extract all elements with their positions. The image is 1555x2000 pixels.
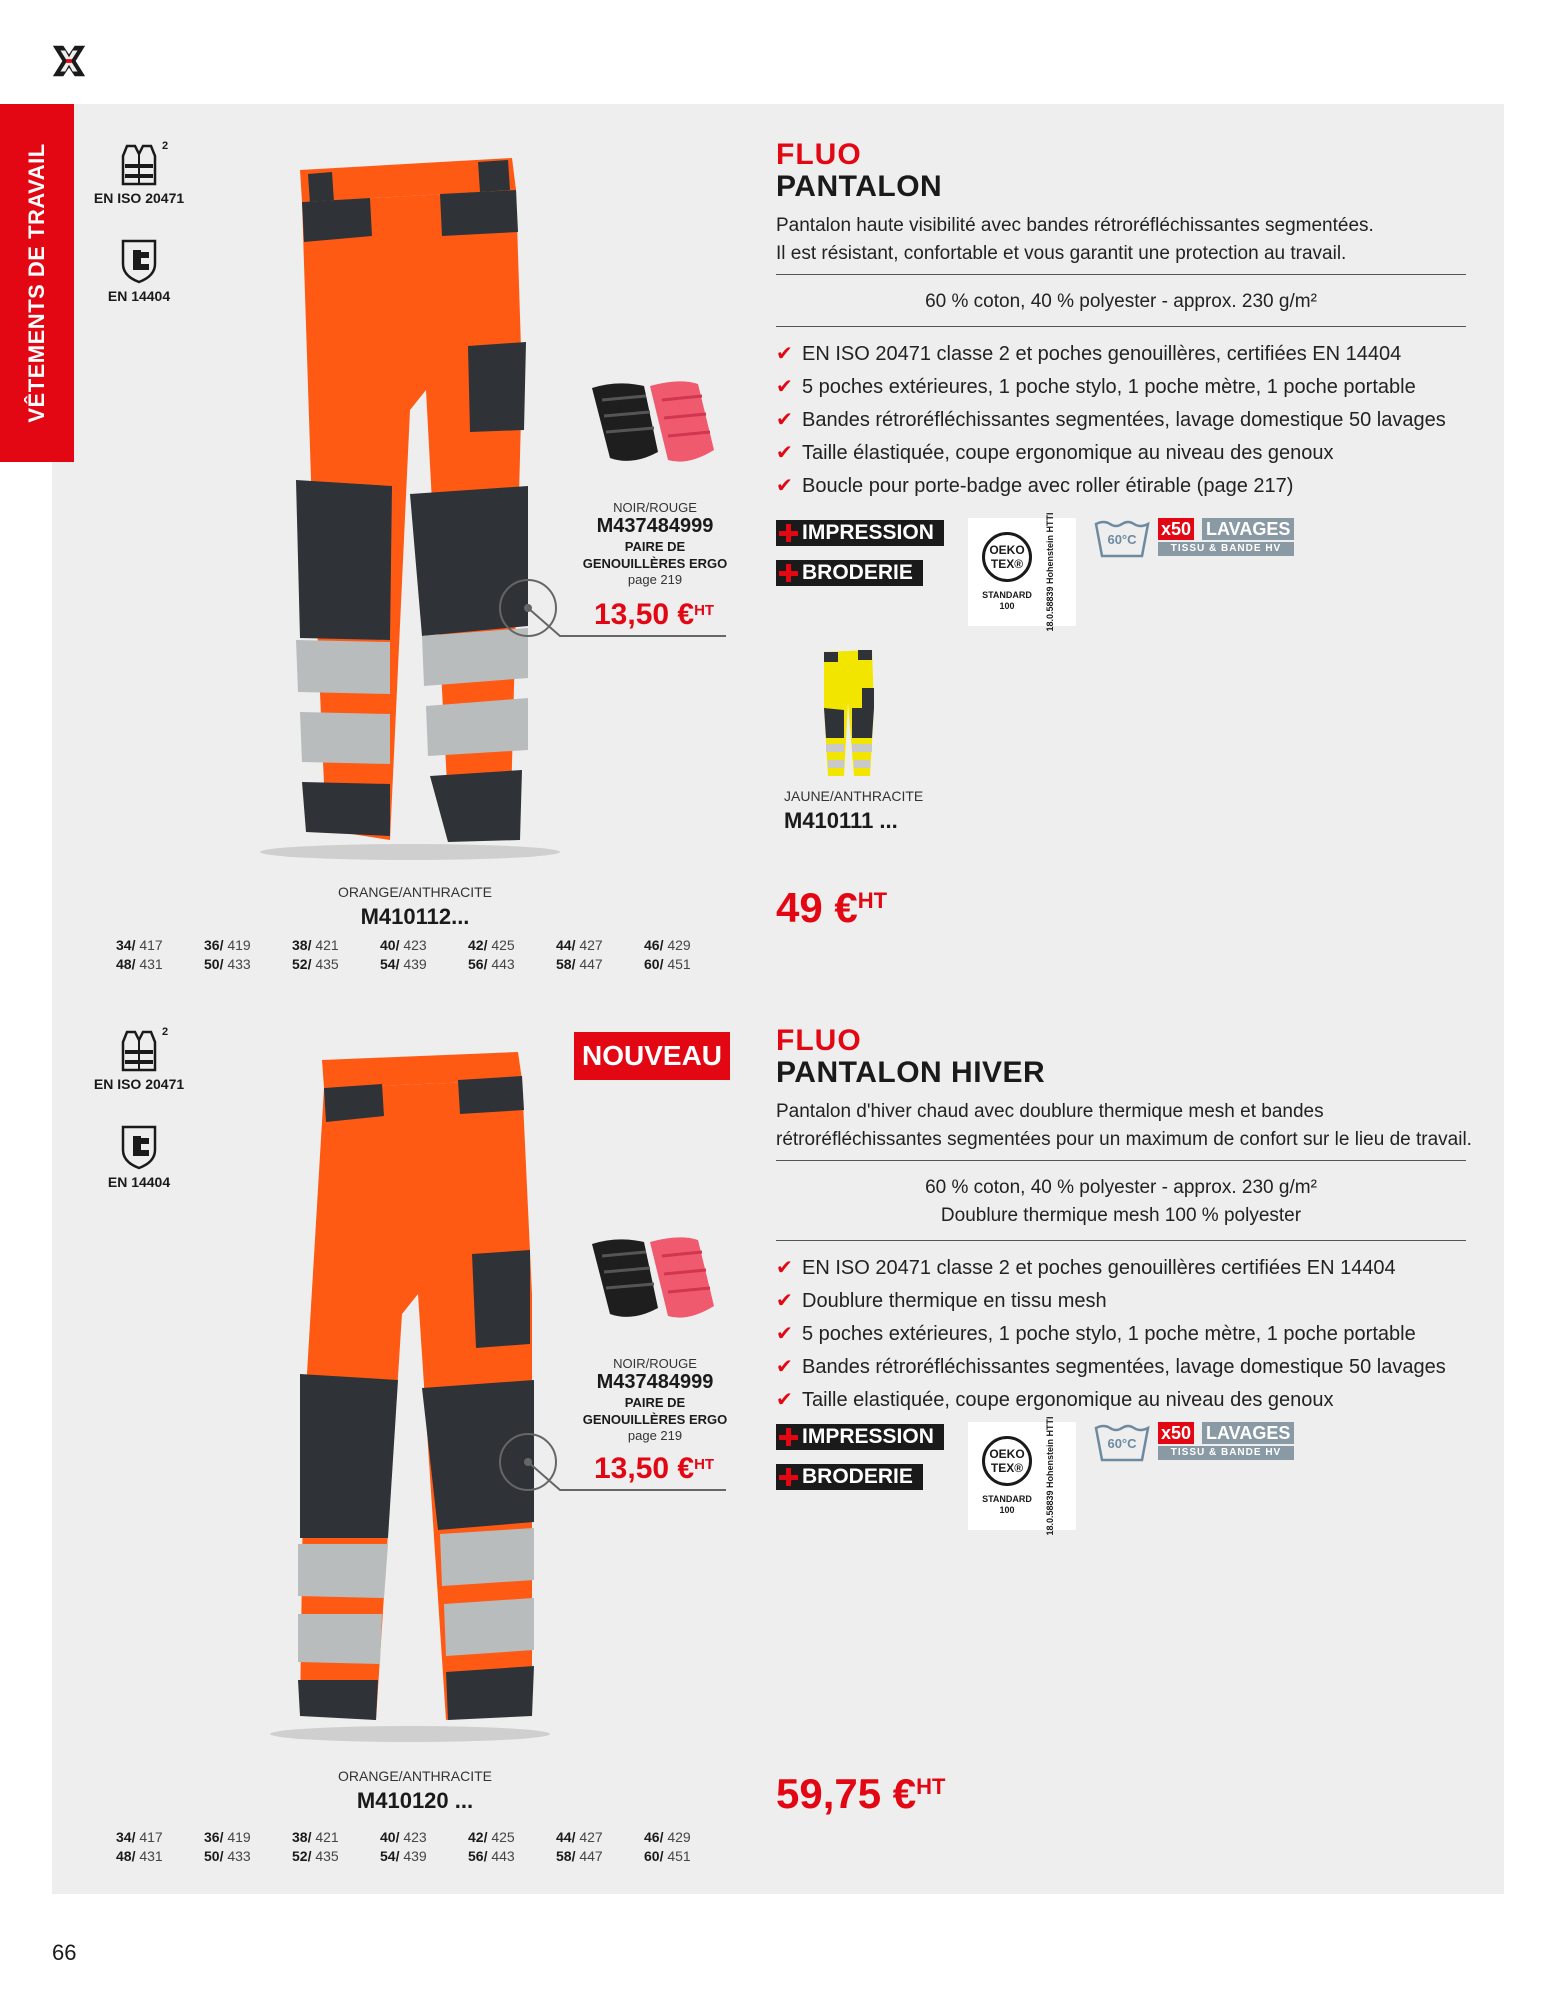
- product-description: [776, 1098, 1496, 1154]
- norm-label: EN ISO 20471: [93, 1076, 185, 1092]
- feature-list: [776, 338, 1446, 503]
- accessory-kneepads: [560, 500, 750, 587]
- oeko-standard: STANDARD 100: [982, 590, 1032, 611]
- product-image-orange-winter-trousers: [270, 1044, 570, 1744]
- oeko-number: 18.0.58839 Hohenstein HTTI: [1045, 1416, 1055, 1536]
- main-ref: M410112...: [360, 904, 470, 929]
- accessory-ref: M437484999: [596, 1371, 714, 1393]
- check-icon: ✔: [776, 409, 793, 431]
- norm-en-14404: [84, 1124, 194, 1190]
- size-cell: 48/ 431: [116, 1848, 163, 1864]
- feature-item: ✔ EN ISO 20471 classe 2 et poches genouillères certifiées EN 14404: [776, 1252, 1446, 1285]
- check-icon: ✔: [776, 343, 793, 365]
- material-info: [776, 288, 1466, 316]
- accessory-color: NOIR/ROUGE: [613, 1356, 697, 1371]
- accessory-name-line1: PAIRE DE: [624, 1395, 686, 1410]
- size-cell: 36/ 419: [204, 937, 251, 953]
- product-description: [776, 212, 1496, 268]
- price-suffix: HT: [916, 1774, 946, 1799]
- size-cell: 52/ 435: [292, 1848, 339, 1864]
- wash-60-icon: [1094, 518, 1150, 558]
- size-cell: 46/ 429: [644, 1829, 691, 1845]
- check-icon: ✔: [776, 1389, 793, 1411]
- accessory-page: page 219: [627, 572, 683, 587]
- main-color: ORANGE/ANTHRACITE: [337, 1768, 492, 1784]
- divider: [776, 274, 1466, 275]
- check-icon: ✔: [776, 1356, 793, 1378]
- norm-en-iso-20471: [84, 142, 194, 206]
- wash-temp: 60°C: [1107, 1436, 1137, 1451]
- feature-item: ✔ 5 poches extérieures, 1 poche stylo, 1 poche mètre, 1 poche portable: [776, 1318, 1446, 1351]
- accessory-price-value: 13,50 €: [594, 1452, 695, 1485]
- accessory-kneepads: [560, 1356, 750, 1443]
- check-icon: ✔: [776, 1323, 793, 1345]
- main-ref: M410120 ...: [356, 1788, 474, 1813]
- tag-broderie: BRODERIE: [776, 1464, 923, 1490]
- norm-class: 2: [162, 1026, 169, 1038]
- check-icon: ✔: [776, 475, 793, 497]
- size-cell: 42/ 425: [468, 1829, 515, 1845]
- size-cell: 46/ 429: [644, 937, 691, 953]
- product-price: [776, 884, 887, 932]
- kneepad-image: [588, 1234, 718, 1326]
- plus-icon: [778, 522, 798, 544]
- accessory-price-value: 13,50 €: [594, 598, 695, 631]
- material-line: Doublure thermique mesh 100 % polyester: [940, 1205, 1302, 1226]
- size-cell: 58/ 447: [556, 1848, 603, 1864]
- norm-en-iso-20471: [84, 1028, 194, 1092]
- accessory-color: NOIR/ROUGE: [613, 500, 697, 515]
- oeko-tex-label: [968, 1416, 1076, 1536]
- size-cell: 40/ 423: [380, 1829, 427, 1845]
- material-info: [776, 1174, 1466, 1230]
- oeko-brand: OEKO TEX®: [982, 532, 1032, 582]
- size-cell: 38/ 421: [292, 937, 339, 953]
- section-tab-label: VÊTEMENTS DE TRAVAIL: [24, 143, 49, 423]
- accessory-price-suffix: HT: [694, 602, 715, 619]
- size-cell: 56/ 443: [468, 1848, 515, 1864]
- check-icon: ✔: [776, 1290, 793, 1312]
- size-table: [116, 1828, 732, 1866]
- divider: [776, 326, 1466, 327]
- divider: [776, 1240, 1466, 1241]
- norm-en-14404: [84, 238, 194, 304]
- size-table: [116, 936, 732, 974]
- check-icon: ✔: [776, 1257, 793, 1279]
- divider: [776, 1160, 1466, 1161]
- new-badge: NOUVEAU: [574, 1032, 730, 1080]
- accessory-ref: M437484999: [596, 515, 714, 537]
- kneepad-image: [588, 378, 718, 470]
- feature-item: ✔ Doublure thermique en tissu mesh: [776, 1285, 1446, 1318]
- product-title: PANTALON HIVER: [776, 1056, 1046, 1089]
- material-line: 60 % coton, 40 % polyester - approx. 230 g/m²: [925, 1177, 1317, 1198]
- variant-color: JAUNE/ANTHRACITE: [784, 788, 924, 804]
- page-number: 66: [52, 1940, 77, 1965]
- feature-item: ✔ EN ISO 20471 classe 2 et poches genouillères, certifiées EN 14404: [776, 338, 1446, 371]
- size-cell: 40/ 423: [380, 937, 427, 953]
- wash-count: x50: [1158, 1422, 1194, 1444]
- wash-60-icon: [1094, 1422, 1150, 1462]
- feature-item: ✔ Bandes rétroréfléchissantes segmentées, lavage domestique 50 lavages: [776, 404, 1446, 437]
- description-line: Pantalon d'hiver chaud avec doublure thermique mesh et bandes: [776, 1101, 1324, 1122]
- size-cell: 50/ 433: [204, 956, 251, 972]
- size-cell: 38/ 421: [292, 1829, 339, 1845]
- product-image-orange-trousers: [260, 150, 570, 870]
- size-cell: 50/ 433: [204, 1848, 251, 1864]
- size-cell: 34/ 417: [116, 1829, 163, 1845]
- tag-broderie: BRODERIE: [776, 560, 923, 586]
- price-suffix: HT: [857, 888, 888, 913]
- check-icon: ✔: [776, 442, 793, 464]
- description-line: Il est résistant, confortable et vous garantit une protection au travail.: [776, 243, 1347, 264]
- check-icon: ✔: [776, 376, 793, 398]
- norm-class: 2: [162, 140, 169, 152]
- size-cell: 52/ 435: [292, 956, 339, 972]
- size-cell: 60/ 451: [644, 1848, 691, 1864]
- wash-label: LAVAGES: [1202, 518, 1294, 540]
- feature-item: ✔ Taille élastiquée, coupe ergonomique au niveau des genoux: [776, 437, 1446, 470]
- norm-label: EN ISO 20471: [93, 190, 185, 206]
- main-color: ORANGE/ANTHRACITE: [337, 884, 492, 900]
- size-cell: 44/ 427: [556, 1829, 603, 1845]
- wash-sub: TISSU & BANDE HV: [1158, 1446, 1294, 1460]
- size-cell: 58/ 447: [556, 956, 603, 972]
- product-title: PANTALON: [776, 170, 943, 203]
- size-cell: 44/ 427: [556, 937, 603, 953]
- product-price: [776, 1770, 945, 1818]
- brand-logo-icon: [50, 42, 88, 80]
- accessory-page: page 219: [627, 1428, 683, 1443]
- oeko-standard: STANDARD 100: [982, 1494, 1032, 1515]
- accessory-name-line2: GENOUILLÈRES ERGO: [582, 1412, 728, 1427]
- feature-list: [776, 1252, 1446, 1417]
- description-line: Pantalon haute visibilité avec bandes rétroréfléchissantes segmentées.: [776, 215, 1374, 236]
- variant-image-yellow-trousers: [818, 648, 878, 780]
- oeko-number: 18.0.58839 Hohenstein HTTI: [1045, 512, 1055, 632]
- wash-sub: TISSU & BANDE HV: [1158, 542, 1294, 556]
- section-tab: [0, 104, 74, 462]
- knee-protection-shield-icon: [117, 1124, 161, 1170]
- wash-count: x50: [1158, 518, 1194, 540]
- wash-temp: 60°C: [1107, 532, 1137, 547]
- accessory-price-suffix: HT: [694, 1456, 715, 1473]
- wash-label: LAVAGES: [1202, 1422, 1294, 1444]
- norm-label: EN 14404: [107, 1174, 171, 1190]
- accessory-name-line2: GENOUILLÈRES ERGO: [582, 556, 728, 571]
- feature-item: ✔ 5 poches extérieures, 1 poche stylo, 1 poche mètre, 1 poche portable: [776, 371, 1446, 404]
- size-cell: 56/ 443: [468, 956, 515, 972]
- size-cell: 48/ 431: [116, 956, 163, 972]
- price-value: 49 €: [776, 884, 858, 931]
- callout-line: [498, 578, 728, 638]
- size-cell: 42/ 425: [468, 937, 515, 953]
- product-category: FLUO: [776, 138, 862, 171]
- tag-impression: IMPRESSION: [776, 520, 944, 546]
- plus-icon: [778, 1426, 798, 1448]
- size-cell: 60/ 451: [644, 956, 691, 972]
- knee-protection-shield-icon: [117, 238, 161, 284]
- feature-item: ✔ Boucle pour porte-badge avec roller étirable (page 217): [776, 470, 1446, 503]
- size-cell: 34/ 417: [116, 937, 163, 953]
- size-cell: 54/ 439: [380, 956, 427, 972]
- plus-icon: [778, 1466, 798, 1488]
- size-cell: 36/ 419: [204, 1829, 251, 1845]
- norm-label: EN 14404: [107, 288, 171, 304]
- hi-vis-vest-icon: [119, 1028, 159, 1072]
- tag-impression: IMPRESSION: [776, 1424, 944, 1450]
- oeko-brand: OEKO TEX®: [982, 1436, 1032, 1486]
- variant-ref: M410111 ...: [784, 808, 898, 833]
- oeko-tex-label: [968, 512, 1076, 632]
- feature-item: ✔ Taille elastiquée, coupe ergonomique au niveau des genoux: [776, 1384, 1446, 1417]
- description-line: rétroréfléchissantes segmentées pour un maximum de confort sur le lieu de travail.: [776, 1129, 1472, 1150]
- size-cell: 54/ 439: [380, 1848, 427, 1864]
- feature-item: ✔ Bandes rétroréfléchissantes segmentées, lavage domestique 50 lavages: [776, 1351, 1446, 1384]
- callout-line: [498, 1432, 728, 1492]
- plus-icon: [778, 562, 798, 584]
- hi-vis-vest-icon: [119, 142, 159, 186]
- material-line: 60 % coton, 40 % polyester - approx. 230 g/m²: [925, 291, 1317, 312]
- product-category: FLUO: [776, 1024, 862, 1057]
- accessory-name-line1: PAIRE DE: [624, 539, 686, 554]
- price-value: 59,75 €: [776, 1770, 917, 1817]
